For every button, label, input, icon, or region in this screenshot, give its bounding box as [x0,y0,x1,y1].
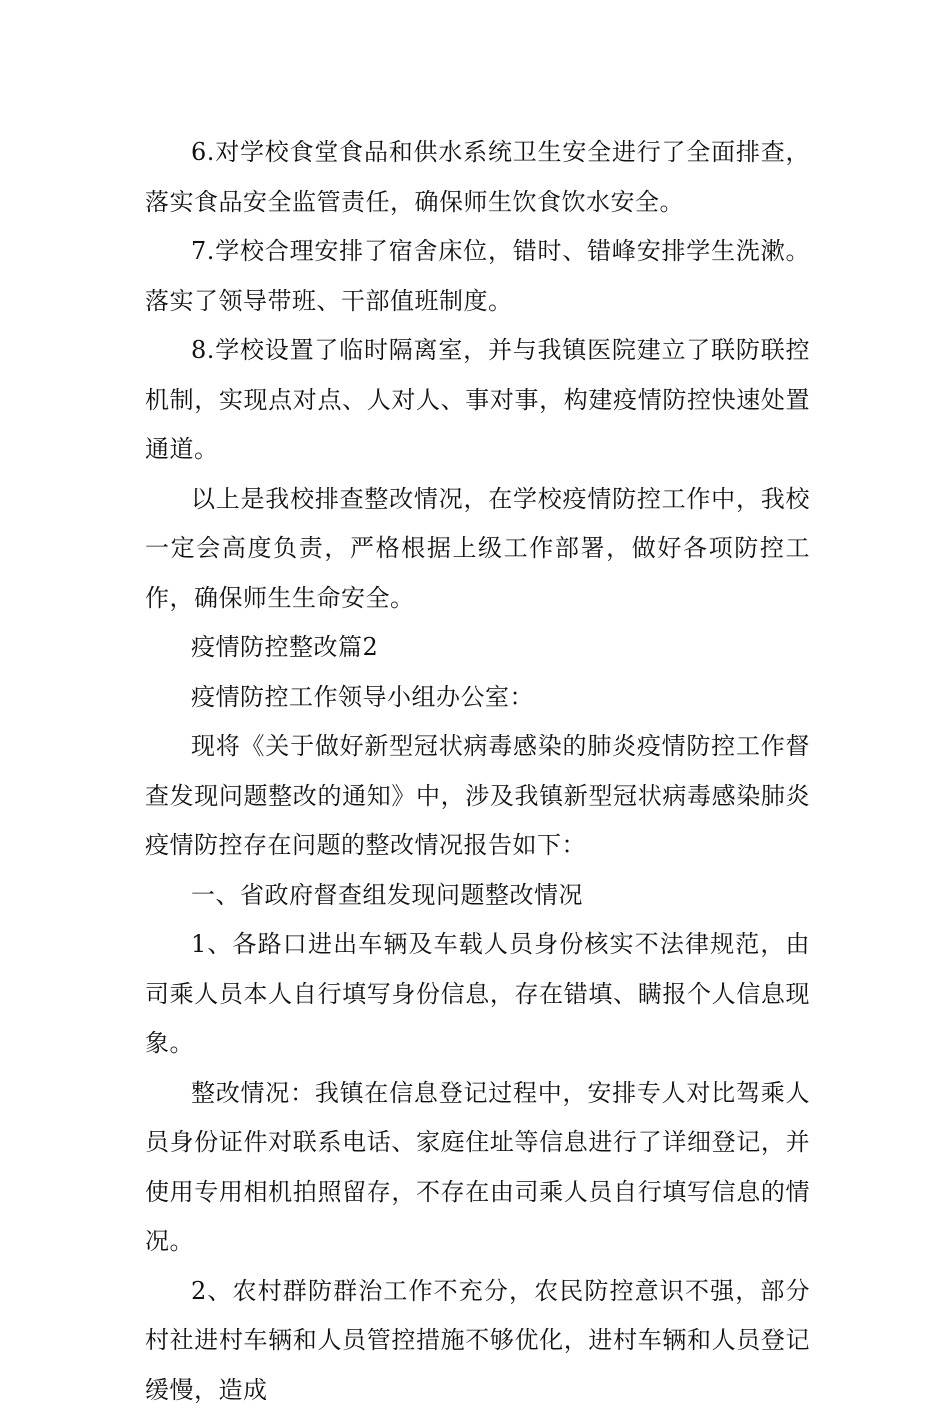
rectification-status: 整改情况：我镇在信息登记过程中，安排专人对比驾乘人员身份证件对联系电话、家庭住址等信息进行了详细登记，并使用专用相机拍照留存，不存在由司乘人员自行填写信息的情况。 [145,1069,810,1267]
paragraph-summary: 以上是我校排查整改情况，在学校疫情防控工作中，我校一定会高度负责，严格根据上级工作部署，做好各项防控工作，确保师生生命安全。 [145,475,810,624]
paragraph-item-6: 6.对学校食堂食品和供水系统卫生安全进行了全面排查，落实食品安全监管责任，确保师生饮食饮水安全。 [145,128,810,227]
paragraph-item-7: 7.学校合理安排了宿舍床位，错时、错峰安排学生洗漱。落实了领导带班、干部值班制度。 [145,227,810,326]
issue-item-2: 2、农村群防群治工作不充分，农民防控意识不强，部分村社进村车辆和人员管控措施不够优化，进村车辆和人员登记缓慢，造成 [145,1267,810,1415]
paragraph-intro: 现将《关于做好新型冠状病毒感染的肺炎疫情防控工作督查发现问题整改的通知》中，涉及我镇新型冠状病毒感染肺炎疫情防控存在问题的整改情况报告如下： [145,722,810,871]
section-heading: 疫情防控整改篇2 [145,623,810,673]
paragraph-item-8: 8.学校设置了临时隔离室，并与我镇医院建立了联防联控机制，实现点对点、人对人、事对事，构建疫情防控快速处置通道。 [145,326,810,475]
issue-item-1: 1、各路口进出车辆及车载人员身份核实不法律规范，由司乘人员本人自行填写身份信息，存在错填、瞒报个人信息现象。 [145,920,810,1069]
addressee: 疫情防控工作领导小组办公室： [145,673,810,723]
document-body [145,128,810,1415]
subsection-heading: 一、省政府督查组发现问题整改情况 [145,871,810,921]
